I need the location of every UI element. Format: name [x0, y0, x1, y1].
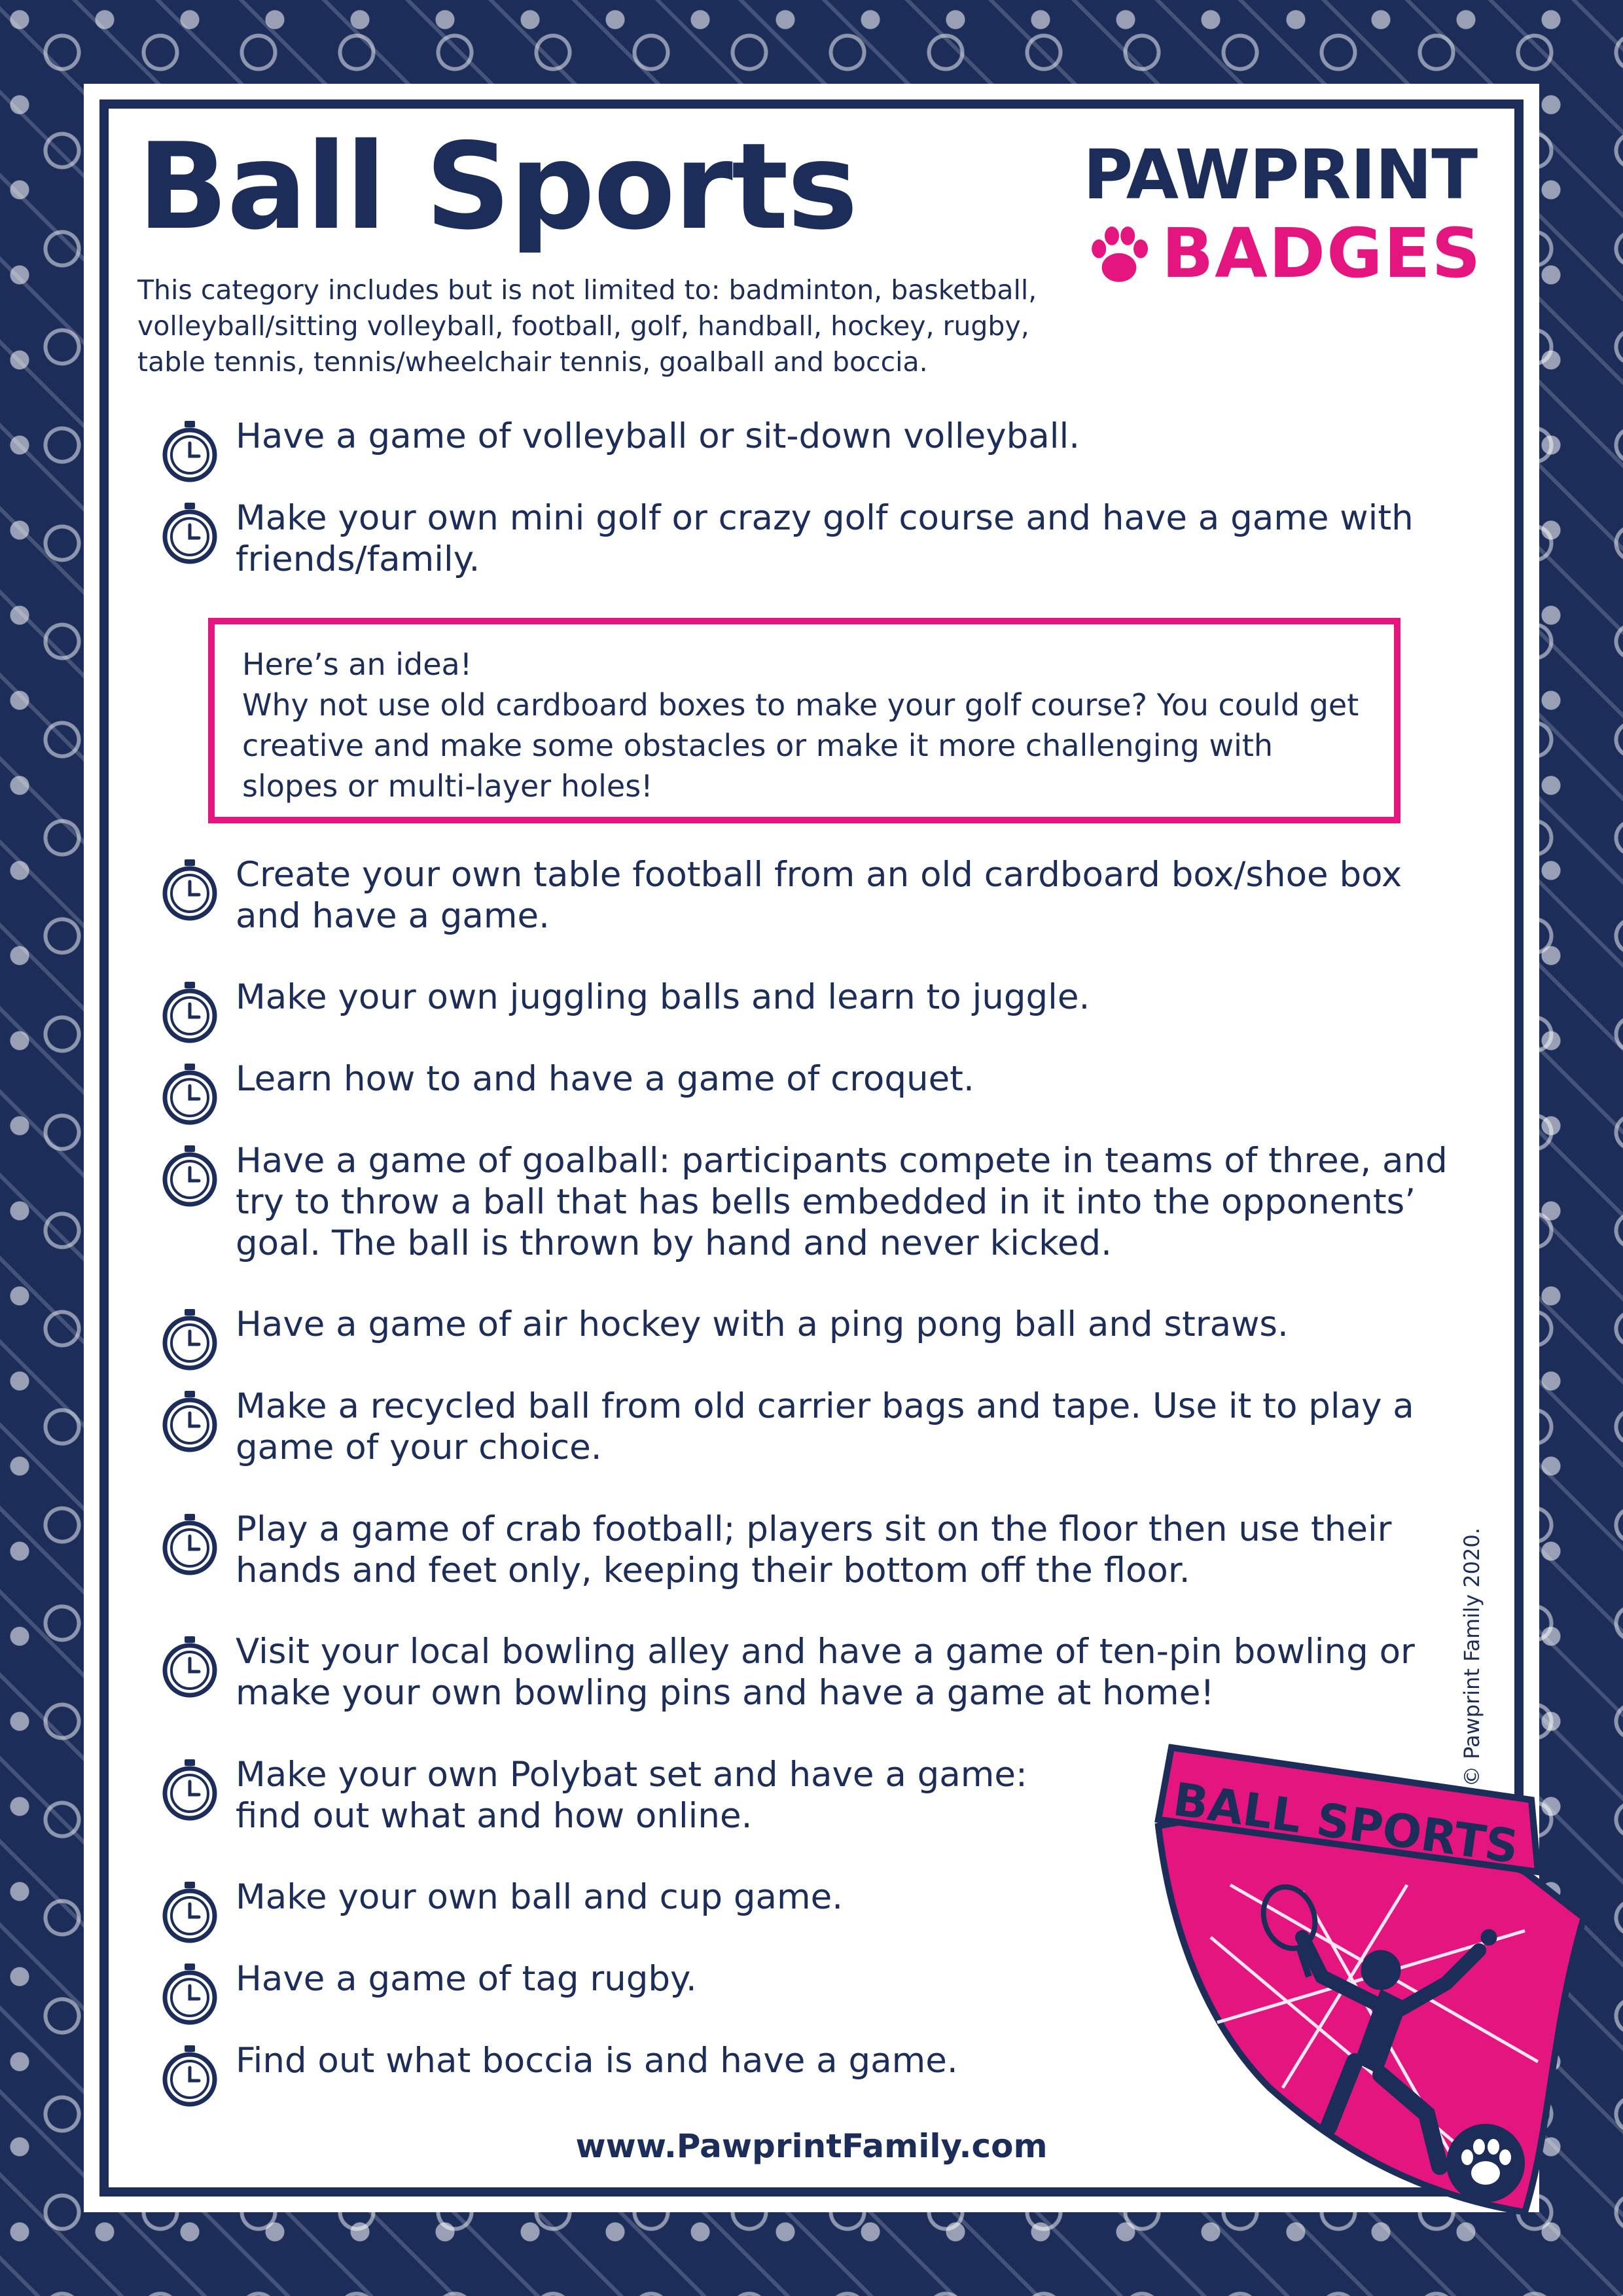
stopwatch-icon — [157, 979, 223, 1045]
stopwatch-icon — [157, 500, 223, 565]
list-item-text: Visit your local bowling alley and have a game of ten-pin bowling or make your own bowling pins and have a game at home! — [236, 1632, 1415, 1713]
stopwatch-icon — [157, 1634, 223, 1699]
stopwatch-icon — [157, 1143, 223, 1208]
list-item-text: Make your own Polybat set and have a game: find out what and how online. — [236, 1755, 1027, 1836]
list-item-text: Make your own mini golf or crazy golf course and have a game with friends/family. — [236, 498, 1414, 579]
stopwatch-icon — [157, 2043, 223, 2108]
logo-line-1: PAWPRINT — [1083, 135, 1478, 215]
idea-title: Here’s an idea! — [242, 647, 473, 682]
badge-label: BALL SPORTS — [1169, 1772, 1522, 1874]
list-item-text: Make your own juggling balls and learn to juggle. — [236, 977, 1090, 1017]
stopwatch-icon — [157, 1757, 223, 1822]
list-item-text: Have a game of goalball: participants compete in teams of three, and try to throw a ball that has bells embedded in it into the opponents’ goal. The ball is thrown by hand and never kicked. — [236, 1141, 1448, 1263]
intro-text: This category includes but is not limited to: badminton, basketball, volleyball/sitting volleyball, football, golf, handball, hockey, rugby, table tennis, tennis/wheelchair tennis, goalball and boccia. — [137, 274, 1037, 378]
list-item-text: Find out what boccia is and have a game. — [236, 2041, 958, 2081]
list-item-text: Play a game of crab football; players sit on the floor then use their hands and feet only, keeping their bottom off the floor. — [236, 1509, 1392, 1590]
list-item-text: Create your own table football from an old cardboard box/shoe box and have a game. — [236, 855, 1402, 936]
list-item-text: Have a game of air hockey with a ping pong ball and straws. — [236, 1304, 1289, 1344]
list-item-text: Make your own ball and cup game. — [236, 1877, 844, 1917]
website-url[interactable]: www.PawprintFamily.com — [575, 2127, 1048, 2165]
list-item-text: Learn how to and have a game of croquet. — [236, 1059, 974, 1099]
idea-box — [208, 618, 1400, 823]
page-title: Ball Sports — [137, 117, 857, 256]
list-item-text: Make a recycled ball from old carrier bags and tape. Use it to play a game of your choice. — [236, 1386, 1414, 1467]
copyright-text: © Pawprint Family 2020. — [1459, 1528, 1484, 1787]
list-item-text: Have a game of volleyball or sit-down volleyball. — [236, 416, 1080, 456]
stopwatch-icon — [157, 1961, 223, 2026]
stopwatch-icon — [157, 857, 223, 922]
paw-icon — [1083, 219, 1155, 291]
stopwatch-icon — [157, 1061, 223, 1126]
stopwatch-icon — [157, 1306, 223, 1372]
stopwatch-icon — [157, 1879, 223, 1945]
list-item-text: Have a game of tag rugby. — [236, 1959, 697, 1999]
stopwatch-icon — [157, 418, 223, 484]
stopwatch-icon — [157, 1388, 223, 1454]
stopwatch-icon — [157, 1511, 223, 1577]
pawprint-badges-logo — [1083, 135, 1482, 302]
idea-body: Why not use old cardboard boxes to make your golf course? You could get creative and make some obstacles or make it more challenging with slopes or multi-layer holes! — [242, 687, 1359, 804]
logo-line-2: BADGES — [1162, 213, 1482, 293]
